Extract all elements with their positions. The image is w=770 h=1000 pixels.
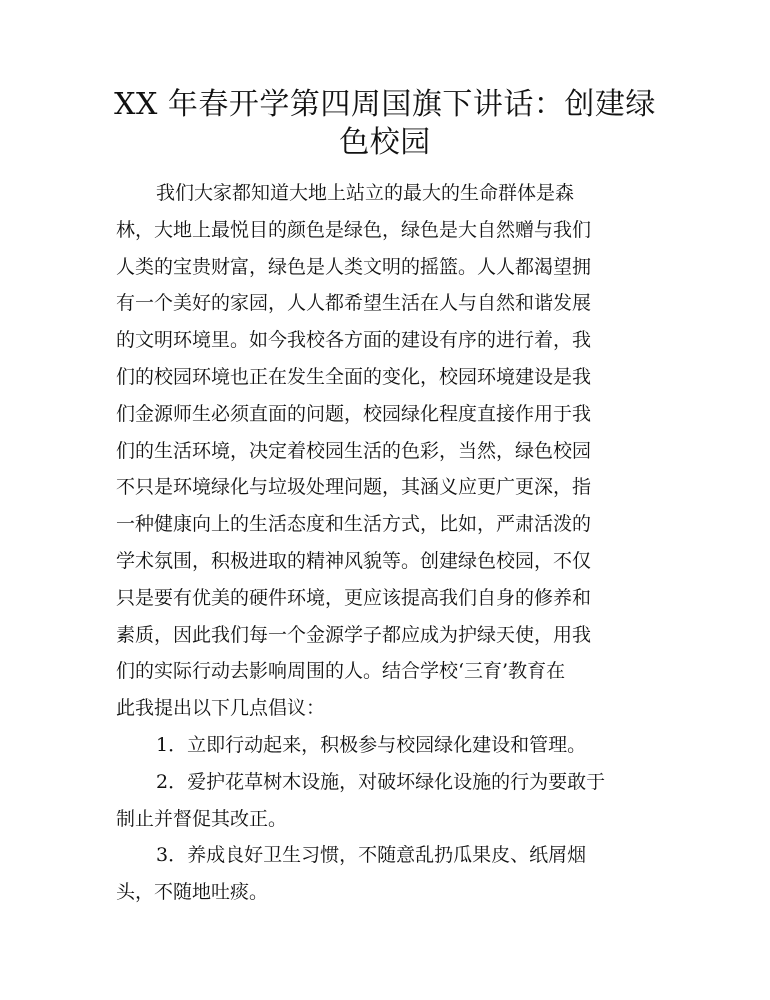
paragraph-line: 我们大家都知道大地上站立的最大的生命群体是森 (156, 182, 575, 204)
paragraph-line: 的文明环境里。如今我校各方面的建设有序的进行着，我 (116, 329, 592, 352)
paragraph-line: 们金源师生必须直面的问题，校园绿化程度直接作用于我 (116, 402, 592, 425)
paragraph-line: 素质，因此我们每一个金源学子都应成为护绿天使，用我 (116, 623, 592, 646)
paragraph-line: 们的实际行动去影响周围的人。结合学校‘三育’教育在 (116, 660, 566, 683)
paragraph-line: 只是要有优美的硬件环境，更应该提高我们自身的修养和 (116, 586, 592, 609)
list-item-2: 2．爱护花草树木设施，对破坏绿化设施的行为要敢于 (156, 770, 606, 793)
paragraph-line: 有一个美好的家园，人人都希望生活在人与自然和谐发展 (116, 292, 592, 315)
list-item-3: 3．养成良好卫生习惯，不随意乱扔瓜果皮、纸屑烟 (156, 844, 587, 867)
list-item-3-continued: 头，不随地吐痰。 (116, 881, 269, 904)
paragraph-line: 们的生活环境，决定着校园生活的色彩，当然，绿色校园 (116, 439, 592, 462)
paragraph-line: 林，大地上最悦目的颜色是绿色，绿色是大自然赠与我们 (116, 218, 592, 241)
paragraph-line: 学术氛围，积极进取的精神风貌等。创建绿色校园，不仅 (116, 549, 592, 572)
document-body (116, 175, 656, 911)
paragraph-line: 们的校园环境也正在发生全面的变化，校园环境建设是我 (116, 365, 592, 388)
paragraph-line: 不只是环境绿化与垃圾处理问题，其涵义应更广更深，指 (116, 476, 592, 499)
document-title (110, 86, 660, 162)
paragraph-line: 人类的宝贵财富，绿色是人类文明的摇篮。人人都渴望拥 (116, 255, 592, 278)
title-line-2: 色校园 (339, 125, 431, 160)
list-item-1: 1．立即行动起来，积极参与校园绿化建设和管理。 (156, 733, 587, 756)
list-item-2-continued: 制止并督促其改正。 (116, 807, 288, 830)
paragraph-line: 一种健康向上的生活态度和生活方式，比如，严肃活泼的 (116, 513, 592, 536)
title-line-1: XX 年春开学第四周国旗下讲话：创建绿 (114, 87, 656, 122)
paragraph-line: 此我提出以下几点倡议： (116, 697, 326, 720)
